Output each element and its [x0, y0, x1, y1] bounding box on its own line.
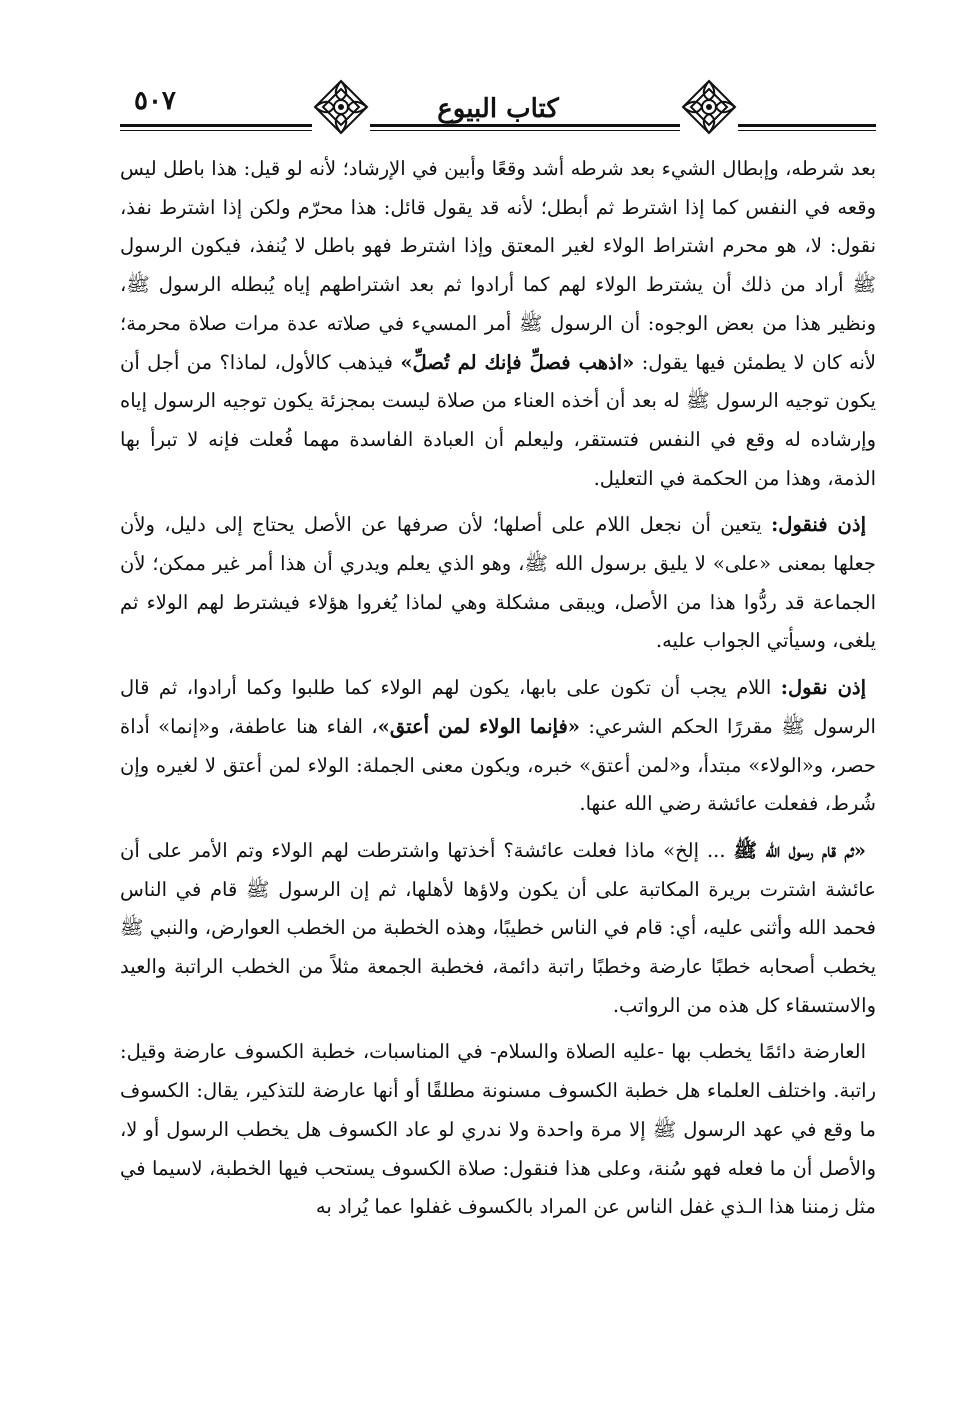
- paragraph-text: العارضة دائمًا يخطب بها -عليه الصلاة والسلام- في المناسبات، خطبة الكسوف عارضة وقيل: راتبة. واختلف العلماء هل خطبة الكسوف مسنونة مطلقًا أو أنها عارضة للتذكير، يقال: الكسوف ما وقع في عهد الرسول ﷺ إلا مرة واحدة ولا ندري لو عاد الكسوف هل يخطب الرسول أو لا، والأصل أن ما فعله فهو سُنة، وعلى هذا فنقول: صلاة الكسوف يستحب فيها الخطبة، لاسيما في مثل زمننا هذا الـذي غفل الناس عن المراد بالكسوف غفلوا عما يُراد به: [120, 1040, 876, 1219]
- page-number: ٥٠٧: [134, 86, 176, 116]
- paragraph-text: ، الفاء هنا عاطفة، و«إنما» أداة حصر، و«الولاء» مبتدأ، و«لمن أعتق» خبره، ويكون معنى الجملة: الولاء لمن أعتق لا لغيره وإن شُرط، ففعلت عائشة رضي الله عنها.: [120, 714, 876, 816]
- hadith-quote: «اذهب فصلِّ فإنك لم تُصلِّ»: [400, 350, 635, 374]
- paragraph-text: ... إلخ» ماذا فعلت عائشة؟ أخذتها واشترطت لهم الولاء وتم الأمر على أن عائشة اشترت بريرة المكاتبة على أن يكون ولاؤها لأهلها، ثم إن الرسول ﷺ قام في الناس فحمد الله وأثنى عليه، أي: قام في الناس خطيبًا، وهذه الخطبة من الخطب العوارض، والنبي ﷺ يخطب أصحابه خطبًا عارضة وخطبًا راتبة دائمة، فخطبة الجمعة مثلاً من الخطب الراتبة والعيد والاستسقاء كل هذه من الرواتب.: [120, 838, 876, 1017]
- paragraph-lead: إذن نقول:: [780, 676, 866, 700]
- body-text: [120, 150, 876, 1235]
- paragraph-text: اللام يجب أن تكون على بابها، يكون لهم الولاء كما طلبوا وكما أرادوا، ثم قال الرسول ﷺ مقررًا الحكم الشرعي:: [120, 676, 876, 738]
- header-rule-thin: [120, 130, 876, 131]
- page-header: [120, 78, 876, 136]
- ornament-right-icon: [680, 78, 738, 136]
- paragraph: [120, 1033, 876, 1227]
- book-title: كتاب البيوع: [437, 94, 559, 124]
- paragraph: [120, 506, 876, 661]
- paragraph-lead: إذن فنقول:: [771, 513, 866, 537]
- paragraph: [120, 669, 876, 824]
- paragraph: [120, 150, 876, 498]
- paragraph: [120, 832, 876, 1026]
- paragraph-text: فيذهب كالأول، لماذا؟ من أجل أن يكون توجيه الرسول ﷺ له بعد أن أخذه العناء من صلاة ليست بمجزئة يكون توجيه الرسول إياه وإرشاده له وقع في النفس فتستقر، وليعلم أن العبادة الفاسدة مهما فُعلت فإنه لا تبرأ بها الذمة، وهذا من الحكمة في التعليل.: [120, 350, 876, 490]
- header-rule-thick: [120, 124, 876, 127]
- ornament-left-icon: [312, 78, 370, 136]
- hadith-quote: «فإنما الولاء لمن أعتق»: [377, 714, 580, 738]
- paragraph-text: بعد شرطه، وإبطال الشيء بعد شرطه أشد وقعًا وأبين في الإرشاد؛ لأنه لو قيل: هذا باطل ليس وقعه في النفس كما إذا اشترط ثم أبطل؛ لأنه قد يقول قائل: هذا محرّم ولكن إذا اشترط نفذ، نقول: لا، هو محرم اشتراط الولاء لغير المعتق وإذا اشترط فهو باطل لا يُنفذ، فيكون الرسول ﷺ أراد من ذلك أن يشترط الولاء لهم كما أرادوا ثم بعد اشتراطهم إياه يُبطله الرسول ﷺ، ونظير هذا من بعض الوجوه: أن الرسول ﷺ أمر المسيء في صلاته عدة مرات صلاة محرمة؛ لأنه كان لا يطمئن فيها يقول:: [120, 157, 876, 374]
- paragraph-lead: «ثم قام رسول الله ﷺ: [733, 838, 866, 862]
- paragraph-text: يتعين أن نجعل اللام على أصلها؛ لأن صرفها عن الأصل يحتاج إلى دليل، ولأن جعلها بمعنى «على» لا يليق برسول الله ﷺ، وهو الذي يعلم ويدري أن هذا أمر غير ممكن؛ لأن الجماعة قد ردُّوا هذا من الأصل، ويبقى مشكلة وهي لماذا يُغروا هؤلاء فيشترط لهم الولاء ثم يلغى، وسيأتي الجواب عليه.: [120, 513, 876, 653]
